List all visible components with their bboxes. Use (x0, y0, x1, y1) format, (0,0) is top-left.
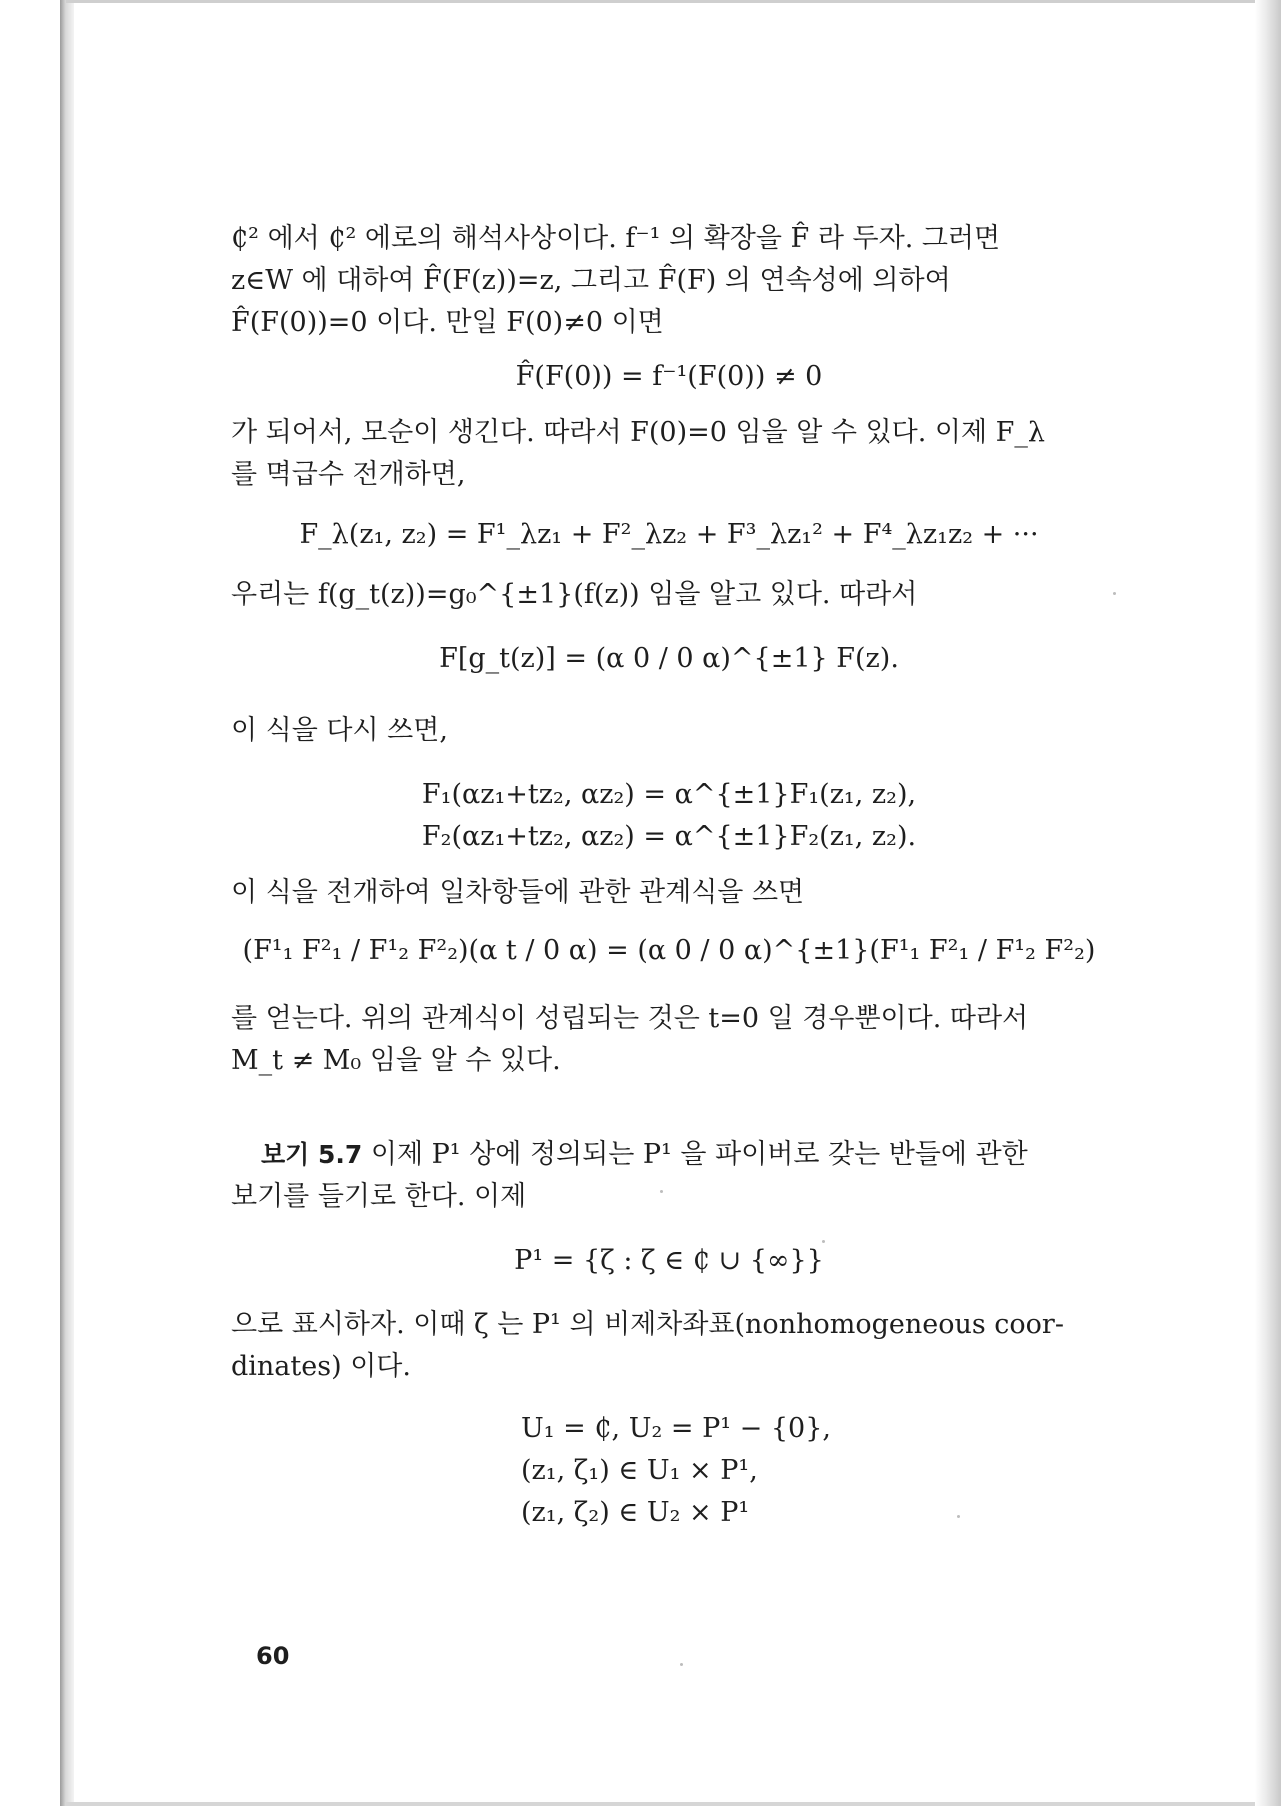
text-line: 를 얻는다. 위의 관계식이 성립되는 것은 t=0 일 경우뿐이다. 따라서 (231, 1003, 1029, 1034)
equation: (z₁, ζ₁) ∈ U₁ × P¹, (521, 1455, 758, 1486)
equation: F̂(F(0)) = f⁻¹(F(0)) ≠ 0 (515, 361, 823, 392)
equation: F₂(αz₁+tz₂, αz₂) = α^{±1}F₂(z₁, z₂). (421, 821, 917, 852)
matrix-equation: (F¹₁ F²₁ / F¹₂ F²₂)(α t / 0 α) = (α 0 / 0 α)^{±1}(F¹₁ F²₁ / F¹₂ F²₂) (242, 935, 1096, 966)
text-line: 를 멱급수 전개하면, (231, 459, 466, 490)
text-line: 으로 표시하자. 이때 ζ 는 P¹ 의 비제차좌표(nonhomogeneous coor- (231, 1309, 1064, 1340)
print-speck (660, 1190, 663, 1193)
equation: F_λ(z₁, z₂) = F¹_λz₁ + F²_λz₂ + F³_λz₁² + F⁴_λz₁z₂ + ··· (299, 519, 1039, 550)
text-line: 가 되어서, 모순이 생긴다. 따라서 F(0)=0 임을 알 수 있다. 이제 F_λ (231, 417, 1046, 448)
equation: F[g_t(z)] = (α 0 / 0 α)^{±1} F(z). (439, 643, 899, 674)
text-line: z∈W 에 대하여 F̂(F(z))=z, 그리고 F̂(F) 의 연속성에 의하여 (231, 265, 951, 296)
equation-block (521, 1408, 1107, 1534)
page-binding-shadow (60, 0, 74, 1806)
example-heading: 보기 5.7 (261, 1140, 363, 1169)
print-speck (822, 1240, 825, 1243)
text-line: 이 식을 다시 쓰면, (231, 715, 448, 746)
page-number: 60 (256, 1642, 290, 1670)
text-line: ₵² 에서 ₵² 에로의 해석사상이다. f⁻¹ 의 확장을 F̂ 라 두자. 그러면 (231, 223, 1001, 254)
page-top-edge (66, 0, 1281, 3)
page-bottom-edge (66, 1802, 1281, 1806)
equation: (z₁, ζ₂) ∈ U₂ × P¹ (521, 1497, 750, 1528)
text-line: dinates) 이다. (231, 1351, 411, 1382)
text-line: M_t ≠ M₀ 임을 알 수 있다. (231, 1045, 561, 1076)
print-speck (680, 1663, 683, 1666)
equation: U₁ = ₵, U₂ = P¹ − {0}, (521, 1413, 831, 1444)
equation: F₁(αz₁+tz₂, αz₂) = α^{±1}F₁(z₁, z₂), (421, 779, 917, 810)
text-line: 이 식을 전개하여 일차항들에 관한 관계식을 쓰면 (231, 877, 805, 908)
text-line: 우리는 f(g_t(z))=g₀^{±1}(f(z)) 임을 알고 있다. 따라서 (231, 579, 918, 610)
text-line: 보기를 들기로 한다. 이제 (231, 1181, 527, 1212)
text-line: F̂(F(0))=0 이다. 만일 F(0)≠0 이면 (231, 307, 664, 338)
page-right-shadow (1255, 0, 1281, 1806)
example-paragraph (231, 1134, 1107, 1176)
text-line: 이제 P¹ 상에 정의되는 P¹ 을 파이버로 갖는 반들에 관한 (362, 1139, 1028, 1170)
print-speck (1113, 592, 1116, 595)
equation: P¹ = {ζ : ζ ∈ ₵ ∪ {∞}} (514, 1245, 824, 1276)
print-speck (957, 1515, 960, 1518)
page-body (231, 218, 1107, 1534)
